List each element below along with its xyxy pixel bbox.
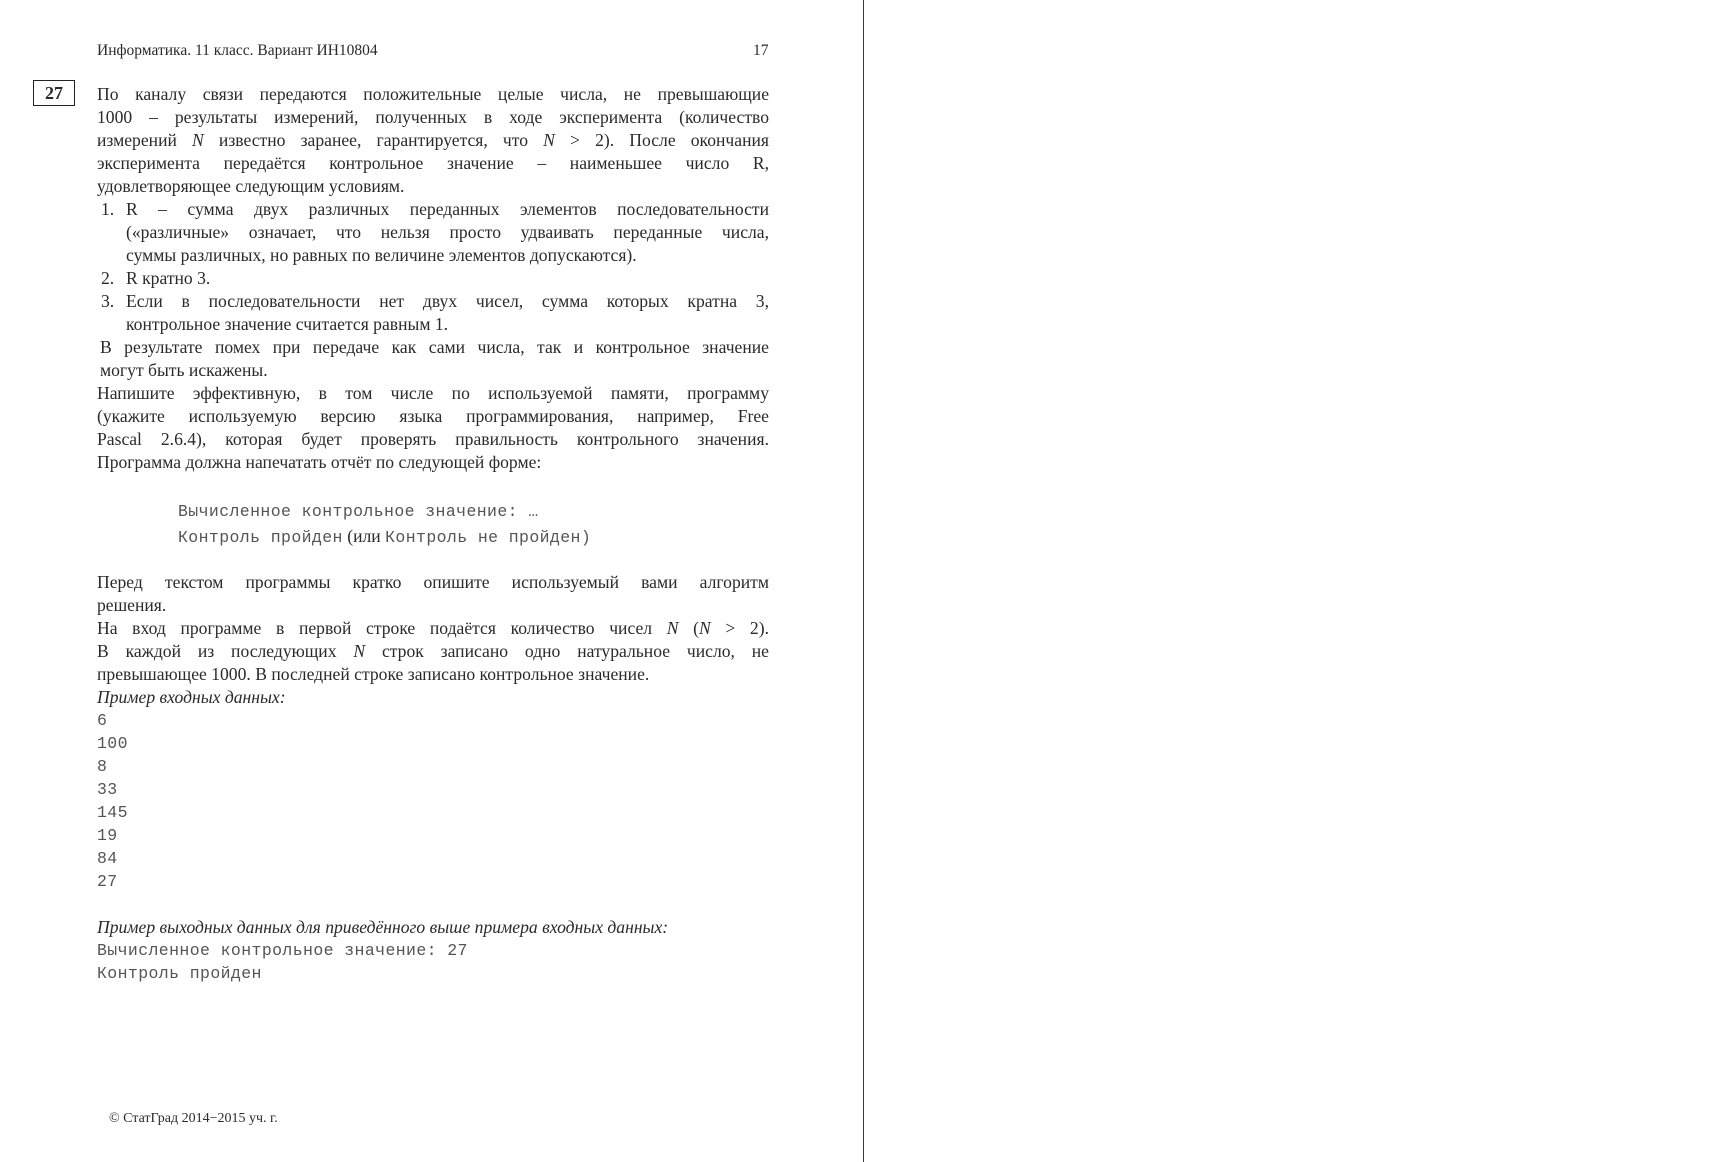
intro-line-2: 1000 – результаты измерений, полученных в ходе эксперимента (количество <box>97 107 769 127</box>
copyright-footer: © СтатГрад 2014−2015 уч. г. <box>109 1111 278 1126</box>
input-example-line: 27 <box>97 872 118 891</box>
input-example-line: 84 <box>97 849 118 868</box>
program-line-2: (укажите используемую версию языка программирования, например, Free <box>97 406 769 426</box>
input-desc-line-3: превышающее 1000. В последней строке записано контрольное значение. <box>97 664 650 684</box>
condition-1-line-3: суммы различных, но равных по величине элементов допускаются). <box>126 245 637 265</box>
intro-line-4: эксперимента передаётся контрольное значение – наименьшее число R, <box>97 153 769 173</box>
interference-line-1: В результате помех при передаче как сами числа, так и контрольное значение <box>100 337 769 357</box>
input-example-line: 145 <box>97 803 128 822</box>
input-example-line: 100 <box>97 734 128 753</box>
output-example-line: Вычисленное контрольное значение: 27 <box>97 941 468 960</box>
input-example-line: 33 <box>97 780 118 799</box>
intro-line-5: удовлетворяющее следующим условиям. <box>97 176 405 196</box>
report-form-line-1: Вычисленное контрольное значение: … <box>178 502 539 521</box>
intro-line-1: По каналу связи передаются положительные целые числа, не превышающие <box>97 84 769 104</box>
program-line-4: Программа должна напечатать отчёт по следующей форме: <box>97 452 542 472</box>
condition-3-line-1: Если в последовательности нет двух чисел, сумма которых кратна 3, <box>126 291 769 311</box>
intro-line-3: измерений N известно заранее, гарантируется, что N > 2). После окончания <box>97 130 769 150</box>
report-form-line-2: Контроль пройден (или Контроль не пройден) <box>178 526 592 547</box>
task-number-box: 27 <box>33 80 75 106</box>
page-number: 17 <box>753 42 769 59</box>
interference-line-2: могут быть искажены. <box>100 360 268 380</box>
page-header-title: Информатика. 11 класс. Вариант ИН10804 <box>97 42 378 59</box>
input-example-label: Пример входных данных: <box>97 687 286 707</box>
input-example-line: 19 <box>97 826 118 845</box>
condition-3-line-2: контрольное значение считается равным 1. <box>126 314 449 334</box>
input-desc-line-1: На вход программе в первой строке подаётся количество чисел N (N > 2). <box>97 618 769 638</box>
output-example-label: Пример выходных данных для приведённого выше примера входных данных: <box>97 917 669 937</box>
condition-3-number: 3. <box>101 291 115 311</box>
program-line-3: Pascal 2.6.4), которая будет проверять правильность контрольного значения. <box>97 429 769 449</box>
algorithm-line-1: Перед текстом программы кратко опишите используемый вами алгоритм <box>97 572 769 592</box>
input-example-line: 8 <box>97 757 108 776</box>
input-desc-line-2: В каждой из последующих N строк записано одно натуральное число, не <box>97 641 769 661</box>
page-divider <box>863 0 864 1162</box>
condition-1-number: 1. <box>101 199 115 219</box>
condition-1-line-2: («различные» означает, что нельзя просто удваивать переданные числа, <box>126 222 769 242</box>
input-example-line: 6 <box>97 711 108 730</box>
condition-1-line-1: R – сумма двух различных переданных элементов последовательности <box>126 199 769 219</box>
algorithm-line-2: решения. <box>97 595 167 615</box>
program-line-1: Напишите эффективную, в том числе по используемой памяти, программу <box>97 383 769 403</box>
output-example-line: Контроль пройден <box>97 964 262 983</box>
condition-2-text: R кратно 3. <box>126 268 211 288</box>
condition-2-number: 2. <box>101 268 115 288</box>
